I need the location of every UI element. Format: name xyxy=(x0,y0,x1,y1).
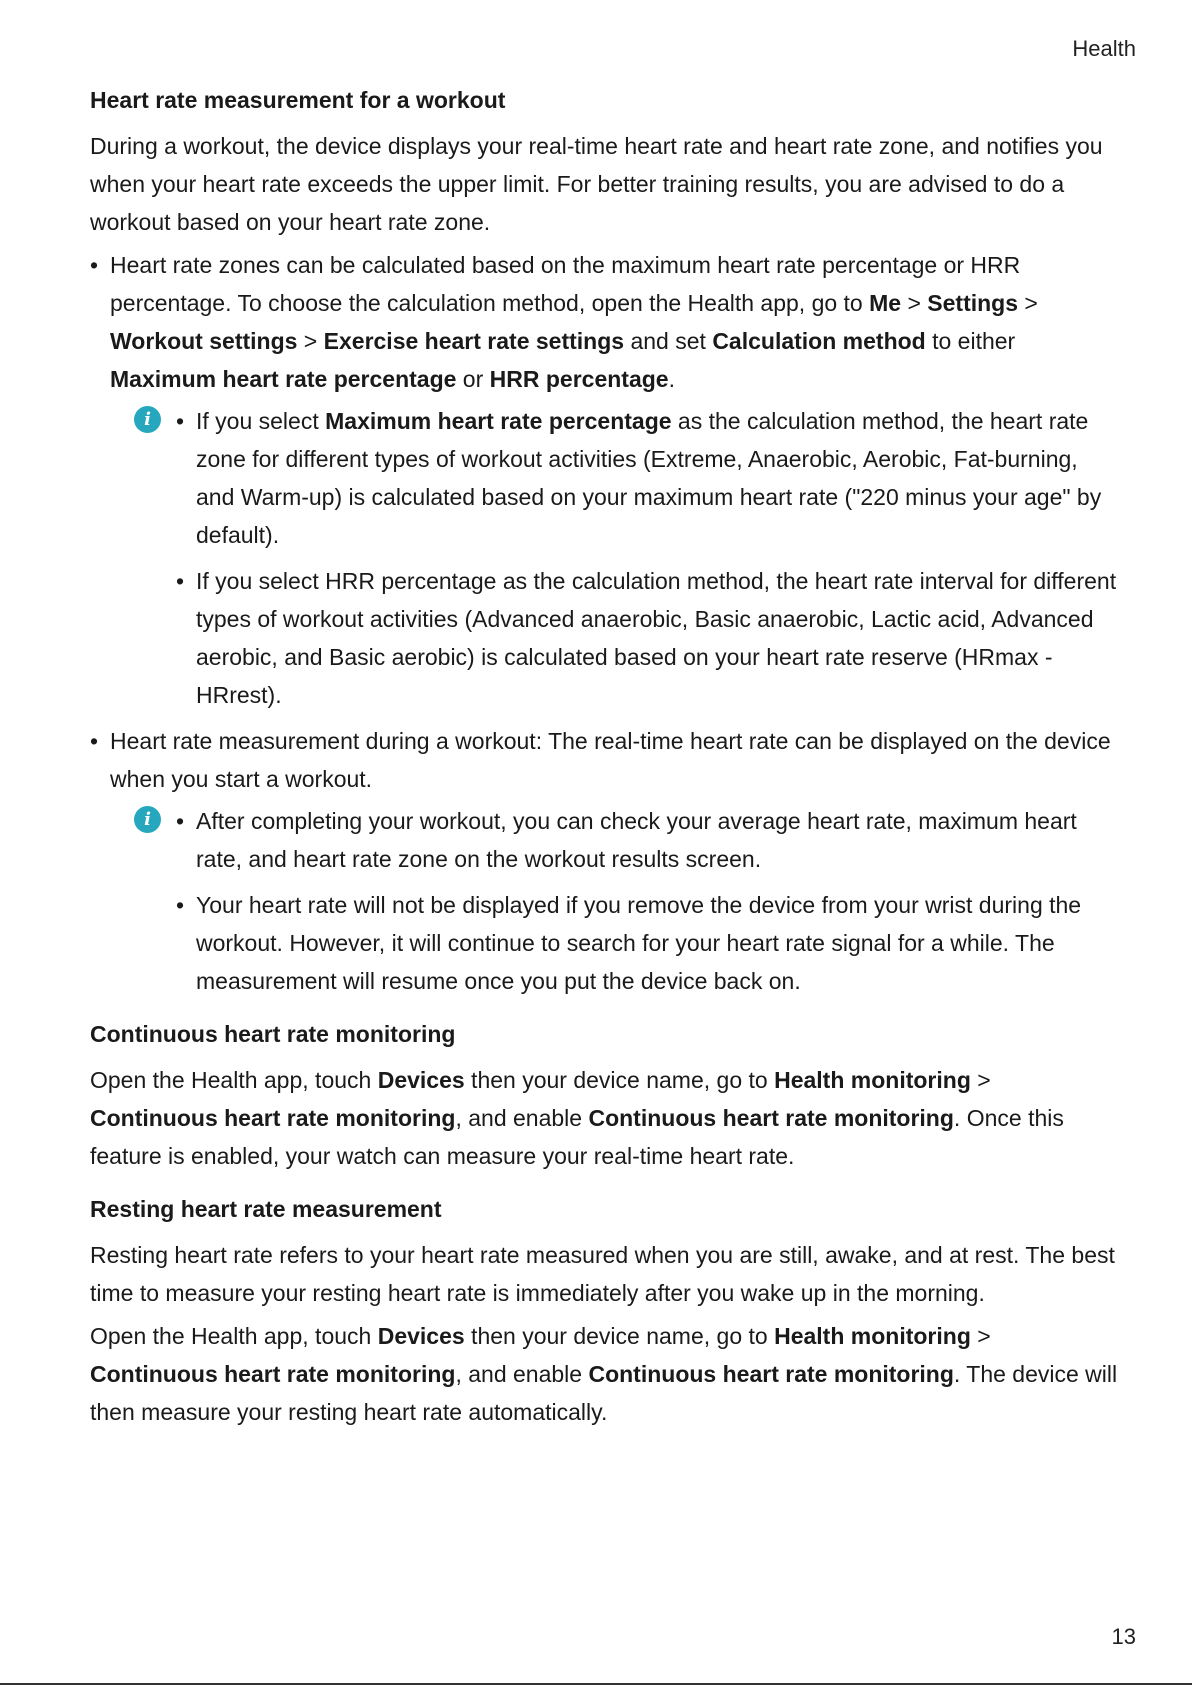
resting-paragraph-1: Resting heart rate refers to your heart rate measured when you are still, awake, and at rest. The best time to measure your resting heart rate is immediately after you wake up in the morning. xyxy=(90,1242,1115,1306)
bullet-calculation-method: • Heart rate zones can be calculated based on the maximum heart rate percentage or HRR percentage. To choose the calculation method, open the Health app, go to Me > Settings > Workout settings > Exercise heart rate settings and set Calculation method to either Maximum heart rate percentage or HRR percentage. i • If you select Maximum heart rate percentage as the calculation method, the heart rate zone for different types of workout activities (Extreme, Anaerobic, Aerobic, Fat-burning, and Warm-up) is calculated based on your maximum heart rate ("220 minus your age" by default). • If you select HRR percentage as the calculation method, the heart rate interval for different types of workout activities (Advanced anaerobic, Basic anaerobic, Lactic acid, Advanced aerobic, and Basic aerobic) is calculated based on your heart rate reserve (HRmax - HRrest). xyxy=(90,246,1120,714)
continuous-section xyxy=(90,1018,1120,1175)
option-continuous-hr: Continuous heart rate monitoring xyxy=(588,1105,954,1131)
menu-path-settings: Settings xyxy=(927,290,1019,316)
menu-continuous-hr: Continuous heart rate monitoring xyxy=(90,1105,456,1131)
bullet-marker: • xyxy=(176,892,185,918)
info-icon: i xyxy=(134,406,161,433)
note-items xyxy=(176,402,1120,714)
bullet-marker: • xyxy=(90,252,99,278)
bullet-marker: • xyxy=(176,568,185,594)
menu-health-monitoring: Health monitoring xyxy=(774,1323,971,1349)
menu-health-monitoring: Health monitoring xyxy=(774,1067,971,1093)
bullet-during-workout: • Heart rate measurement during a workout: The real-time heart rate can be displayed on the device when you start a workout. i • After completing your workout, you can check your average heart rate, maximum heart rate, and heart rate zone on the workout results screen. • Your heart rate will not be displayed if you remove the device from your wrist during the workout. However, it will continue to search for your heart rate signal for a while. The measurement will resume once you put the device back on. xyxy=(90,722,1120,1000)
page-content xyxy=(90,84,1120,1436)
resting-paragraph-2: Open the Health app, touch Devices then your device name, go to Health monitoring > Continuous heart rate monitoring, and enable Continuous heart rate monitoring. The device will then measure your resting heart rate automatically. xyxy=(90,1323,1118,1425)
option-hrr-percentage: HRR percentage xyxy=(489,366,669,392)
continuous-heading: Continuous heart rate monitoring xyxy=(90,1021,456,1047)
note-items xyxy=(176,802,1120,1000)
section-header: Health xyxy=(1072,36,1136,61)
note-item-results-screen: • After completing your workout, you can check your average heart rate, maximum heart rate, and heart rate zone on the workout results screen. xyxy=(176,802,1120,878)
bullet-marker: • xyxy=(90,728,99,754)
menu-devices: Devices xyxy=(377,1323,465,1349)
resting-heading: Resting heart rate measurement xyxy=(90,1196,442,1222)
option-continuous-hr: Continuous heart rate monitoring xyxy=(588,1361,954,1387)
workout-bullets xyxy=(90,246,1120,1000)
menu-continuous-hr: Continuous heart rate monitoring xyxy=(90,1361,456,1387)
info-icon: i xyxy=(134,806,161,833)
bullet-marker: • xyxy=(176,808,185,834)
note-item-hrr: • If you select HRR percentage as the calculation method, the heart rate interval for different types of workout activities (Advanced anaerobic, Basic anaerobic, Lactic acid, Advanced aerobic, and Basic aerobic) is calculated based on your heart rate reserve (HRmax - HRrest). xyxy=(176,562,1120,714)
continuous-paragraph: Open the Health app, touch Devices then your device name, go to Health monitoring > Continuous heart rate monitoring, and enable Continuous heart rate monitoring. Once this feature is enabled, your watch can measure your real-time heart rate. xyxy=(90,1067,1064,1169)
workout-heading: Heart rate measurement for a workout xyxy=(90,87,506,113)
menu-path-workout-settings: Workout settings xyxy=(110,328,298,354)
menu-devices: Devices xyxy=(377,1067,465,1093)
note-item-max-hr: • If you select Maximum heart rate percentage as the calculation method, the heart rate zone for different types of workout activities (Extreme, Anaerobic, Aerobic, Fat-burning, and Warm-up) is calculated based on your maximum heart rate ("220 minus your age" by default). xyxy=(176,402,1120,554)
note-results xyxy=(110,802,1120,1000)
bullet-marker: • xyxy=(176,408,185,434)
option-calculation-method: Calculation method xyxy=(712,328,926,354)
option-max-hr-percentage: Maximum heart rate percentage xyxy=(325,408,672,434)
note-item-remove-device: • Your heart rate will not be displayed if you remove the device from your wrist during the workout. However, it will continue to search for your heart rate signal for a while. The measurement will resume once you put the device back on. xyxy=(176,886,1120,1000)
menu-path-me: Me xyxy=(869,290,902,316)
resting-section xyxy=(90,1193,1120,1431)
workout-intro: During a workout, the device displays your real-time heart rate and heart rate zone, and notifies you when your heart rate exceeds the upper limit. For better training results, you are advised to do a workout based on your heart rate zone. xyxy=(90,133,1103,235)
page-number: 13 xyxy=(1111,1624,1136,1649)
note-calculation xyxy=(110,402,1120,714)
menu-path-exercise-hr-settings: Exercise heart rate settings xyxy=(323,328,625,354)
option-max-hr-percentage: Maximum heart rate percentage xyxy=(110,366,457,392)
